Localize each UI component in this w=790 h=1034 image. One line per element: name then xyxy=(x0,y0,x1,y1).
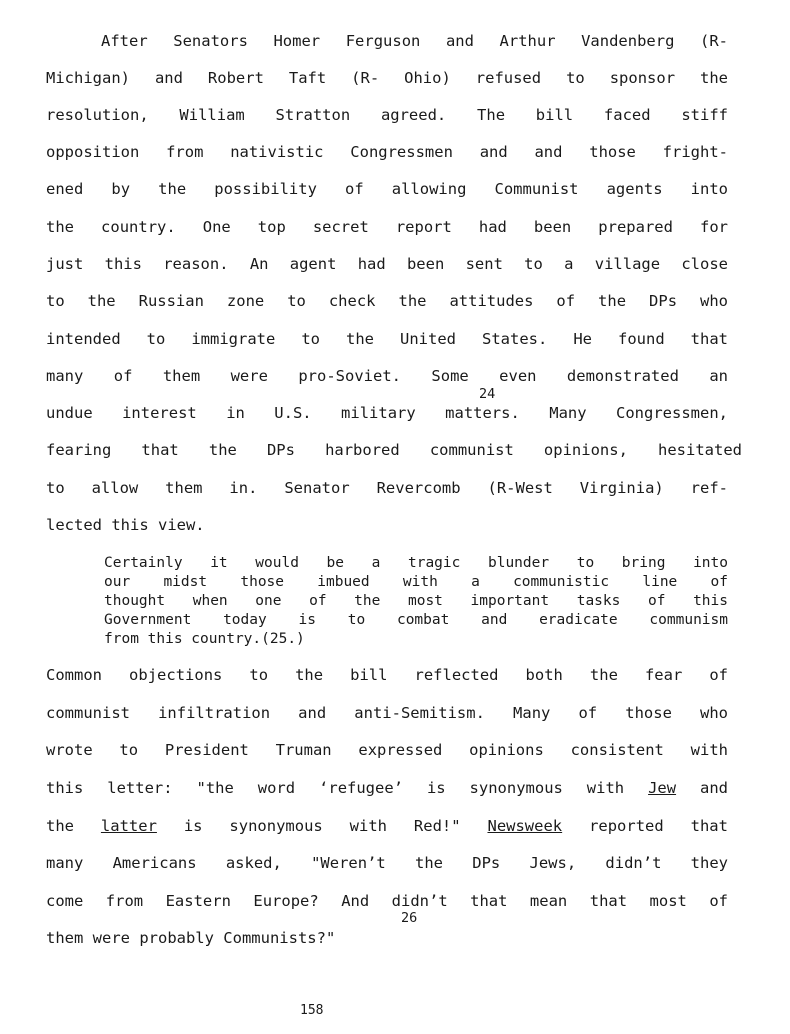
body-line xyxy=(46,817,728,835)
body-line: wrote to President Truman expressed opinions consistent with xyxy=(46,741,728,759)
body-line: to allow them in. Senator Revercomb (R-West Virginia) ref- xyxy=(46,479,728,497)
footnote-marker: 24 xyxy=(479,386,496,402)
publication-title: Newsweek xyxy=(487,817,563,835)
body-line xyxy=(46,779,728,797)
body-line: them were probably Communists?" xyxy=(46,929,336,947)
body-text: is synonymous with Red!" xyxy=(183,817,461,835)
quote-line: Government today is to combat and eradicate communism xyxy=(104,612,728,628)
body-line: fearing that the DPs harbored communist opinions, hesitated xyxy=(46,441,742,459)
body-line: resolution, William Stratton agreed. The bill faced stiff xyxy=(46,106,728,124)
body-line: Common objections to the bill reflected both the fear of xyxy=(46,666,728,684)
underlined-word: Jew xyxy=(648,779,677,797)
underlined-word: latter xyxy=(100,817,157,835)
body-line: to the Russian zone to check the attitudes of the DPs who xyxy=(46,292,728,310)
footnote-marker: 26 xyxy=(401,910,418,926)
body-line: Michigan) and Robert Taft (R- Ohio) refused to sponsor the xyxy=(46,69,728,87)
body-text: the xyxy=(46,817,74,835)
body-line: lected this view. xyxy=(46,516,205,534)
body-text: this letter: "the word ‘refugee’ is synonymous with xyxy=(46,779,625,797)
body-line: just this reason. An agent had been sent to a village close xyxy=(46,255,728,273)
body-text: reported that xyxy=(589,817,728,835)
quote-line: thought when one of the most important tasks of this xyxy=(104,593,728,609)
body-line: many Americans asked, "Weren’t the DPs Jews, didn’t they xyxy=(46,854,728,872)
quote-line: from this country.(25.) xyxy=(104,631,305,647)
body-line: undue interest in U.S. military matters. Many Congressmen, xyxy=(46,404,728,422)
quote-line: Certainly it would be a tragic blunder to bring into xyxy=(104,555,728,571)
body-line: ened by the possibility of allowing Communist agents into xyxy=(46,180,728,198)
body-line: opposition from nativistic Congressmen and and those fright- xyxy=(46,143,728,161)
body-line: many of them were pro-Soviet. Some even demonstrated an xyxy=(46,367,728,385)
body-line: come from Eastern Europe? And didn’t that mean that most of xyxy=(46,892,728,910)
body-line: the country. One top secret report had been prepared for xyxy=(46,218,728,236)
page-number: 158 xyxy=(300,1003,324,1018)
body-line: intended to immigrate to the United States. He found that xyxy=(46,330,728,348)
quote-line: our midst those imbued with a communistic line of xyxy=(104,574,728,590)
body-text: and xyxy=(700,779,728,797)
body-line: After Senators Homer Ferguson and Arthur Vandenberg (R- xyxy=(101,32,728,50)
body-line: communist infiltration and anti-Semitism. Many of those who xyxy=(46,704,728,722)
